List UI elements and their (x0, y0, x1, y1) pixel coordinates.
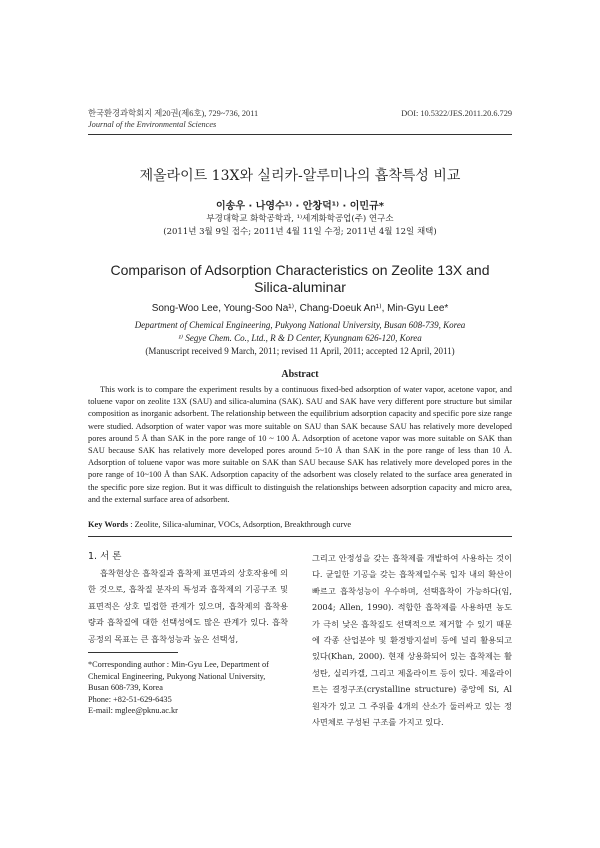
english-authors: Song-Woo Lee, Young-Soo Na¹⁾, Chang-Doeuk An¹⁾, Min-Gyu Lee* (151, 303, 449, 314)
english-affiliation-1: Department of Chemical Engineering, Pukyong National University, Busan 608-739, Korea (134, 320, 466, 330)
english-dates: (Manuscript received 9 March, 2011; revised 11 April, 2011; accepted 12 April, 2011) (145, 346, 455, 356)
abstract-heading: Abstract (281, 369, 319, 380)
english-title-line1: Comparison of Adsorption Characteristics on Zeolite 13X and (110, 262, 490, 278)
keywords-rule (88, 536, 512, 537)
footnote-rule (88, 652, 178, 653)
journal-name-en: Journal of the Environmental Sciences (88, 120, 217, 129)
footnote (88, 659, 288, 717)
korean-affiliation: 부경대학교 화학공학과, ¹⁾세계화학공업(주) 연구소 (206, 214, 394, 224)
footnote-email[interactable]: E-mail: mglee@pknu.ac.kr (88, 706, 178, 715)
doi[interactable]: DOI: 10.5322/JES.2011.20.6.729 (401, 109, 512, 118)
keywords (88, 520, 351, 529)
body-column-2: 그리고 안정성을 갖는 흡착제를 개발하여 사용하는 것이다. 균일한 기공을 갖는 흡착제일수록 입자 내의 확산이 빠르고 흡착성능이 우수하며, 선택흡착이 가능하다(임, 2004; Allen, 1990). 적합한 흡착제를 사용하면 농도가 극히 낮은 흡착질도 선택적으로 제거할 수 있기 때문에 각종 산업분야 및 환경방지설비 등에 널리 활용되고 있다(Khan, 2000). 현재 상용화되어 있는 흡착제는 활성탄, 실리카겔, 그리고 제올라이트 등이 있다. 제올라이트는 결정구조(crystalline structure) 중앙에 Si, Al 원자가 있고 그 주위를 4개의 산소가 둘러싸고 있는 정사면체로 구성된 구조를 가지고 있다. (312, 553, 512, 728)
footnote-phone: Phone: +82-51-629-6435 (88, 694, 172, 704)
footnote-corresponding: *Corresponding author : Min-Gyu Lee, Department of Chemical Engineering, Pukyong National University, Busan 608-739, Korea (88, 660, 269, 692)
abstract-text: This work is to compare the experiment results by a continuous fixed-bed adsorption of water vapor, acetone vapor, and toluene vapor on zeolite 13X (SAU) and silica-alumina (SAK). SAU and SAK have very different pore structure but similar composition as inorganic adsorbent. The relationship between the equilibrium adsorption capacity and specific pore size range were studied. Adsorption of water vapor was more suitable on SAU than SAK because SAU has relatively more developed pores around 5 Å than SAK in the pore range of 10 ~ 100 Å. Adsorption of acetone vapor was more suitable on SAK than SAU because SAK has relatively more developed pores around 5~10 Å than SAK in the pore range of less than 10 Å. Adsorption of toluene vapor was more suitable on SAK than SAU because SAK has relatively more developed pores in the pore range of 10~100 Å than SAK. Adsorption capacity of the adsorbent was closely related to the surface area generated in the specific pore size region. But it was difficult to distinguish the relationships between adsorption capacity and micro area, and the external surface area of adsorbent. (88, 385, 512, 504)
body-column-1: 흡착현상은 흡착질과 흡착제 표면과의 상호작용에 의한 것으로, 흡착질 분자의 특성과 흡착제의 기공구조 및 표면적은 상호 밀접한 관계가 있으며, 흡착제의 흡착용량과 흡착질에 대한 선택성에도 많은 관계가 있다. 흡착공정의 목표는 큰 흡착성능과 높은 선택성, (88, 568, 288, 644)
header-rule (88, 134, 512, 135)
korean-authors: 이송우 · 나영수¹⁾ · 안창덕¹⁾ · 이민규* (216, 201, 384, 212)
english-title-line2: Silica-aluminar (254, 279, 346, 295)
section-heading: 1. 서 론 (88, 551, 122, 562)
korean-title: 제올라이트 13X와 실리카-알루미나의 흡착특성 비교 (139, 168, 461, 184)
journal-citation-kr: 한국환경과학회지 제20권(제6호), 729~736, 2011 (88, 109, 259, 118)
korean-dates: (2011년 3월 9일 접수; 2011년 4월 11일 수정; 2011년 4월 12일 채택) (163, 227, 437, 237)
english-affiliation-2: ¹⁾ Segye Chem. Co., Ltd., R & D Center, Kyungnam 626-120, Korea (178, 333, 422, 343)
keywords-label: Key Words (88, 520, 129, 529)
keywords-text: : Zeolite, Silica-aluminar, VOCs, Adsorption, Breakthrough curve (128, 520, 352, 529)
english-title (0, 262, 600, 296)
